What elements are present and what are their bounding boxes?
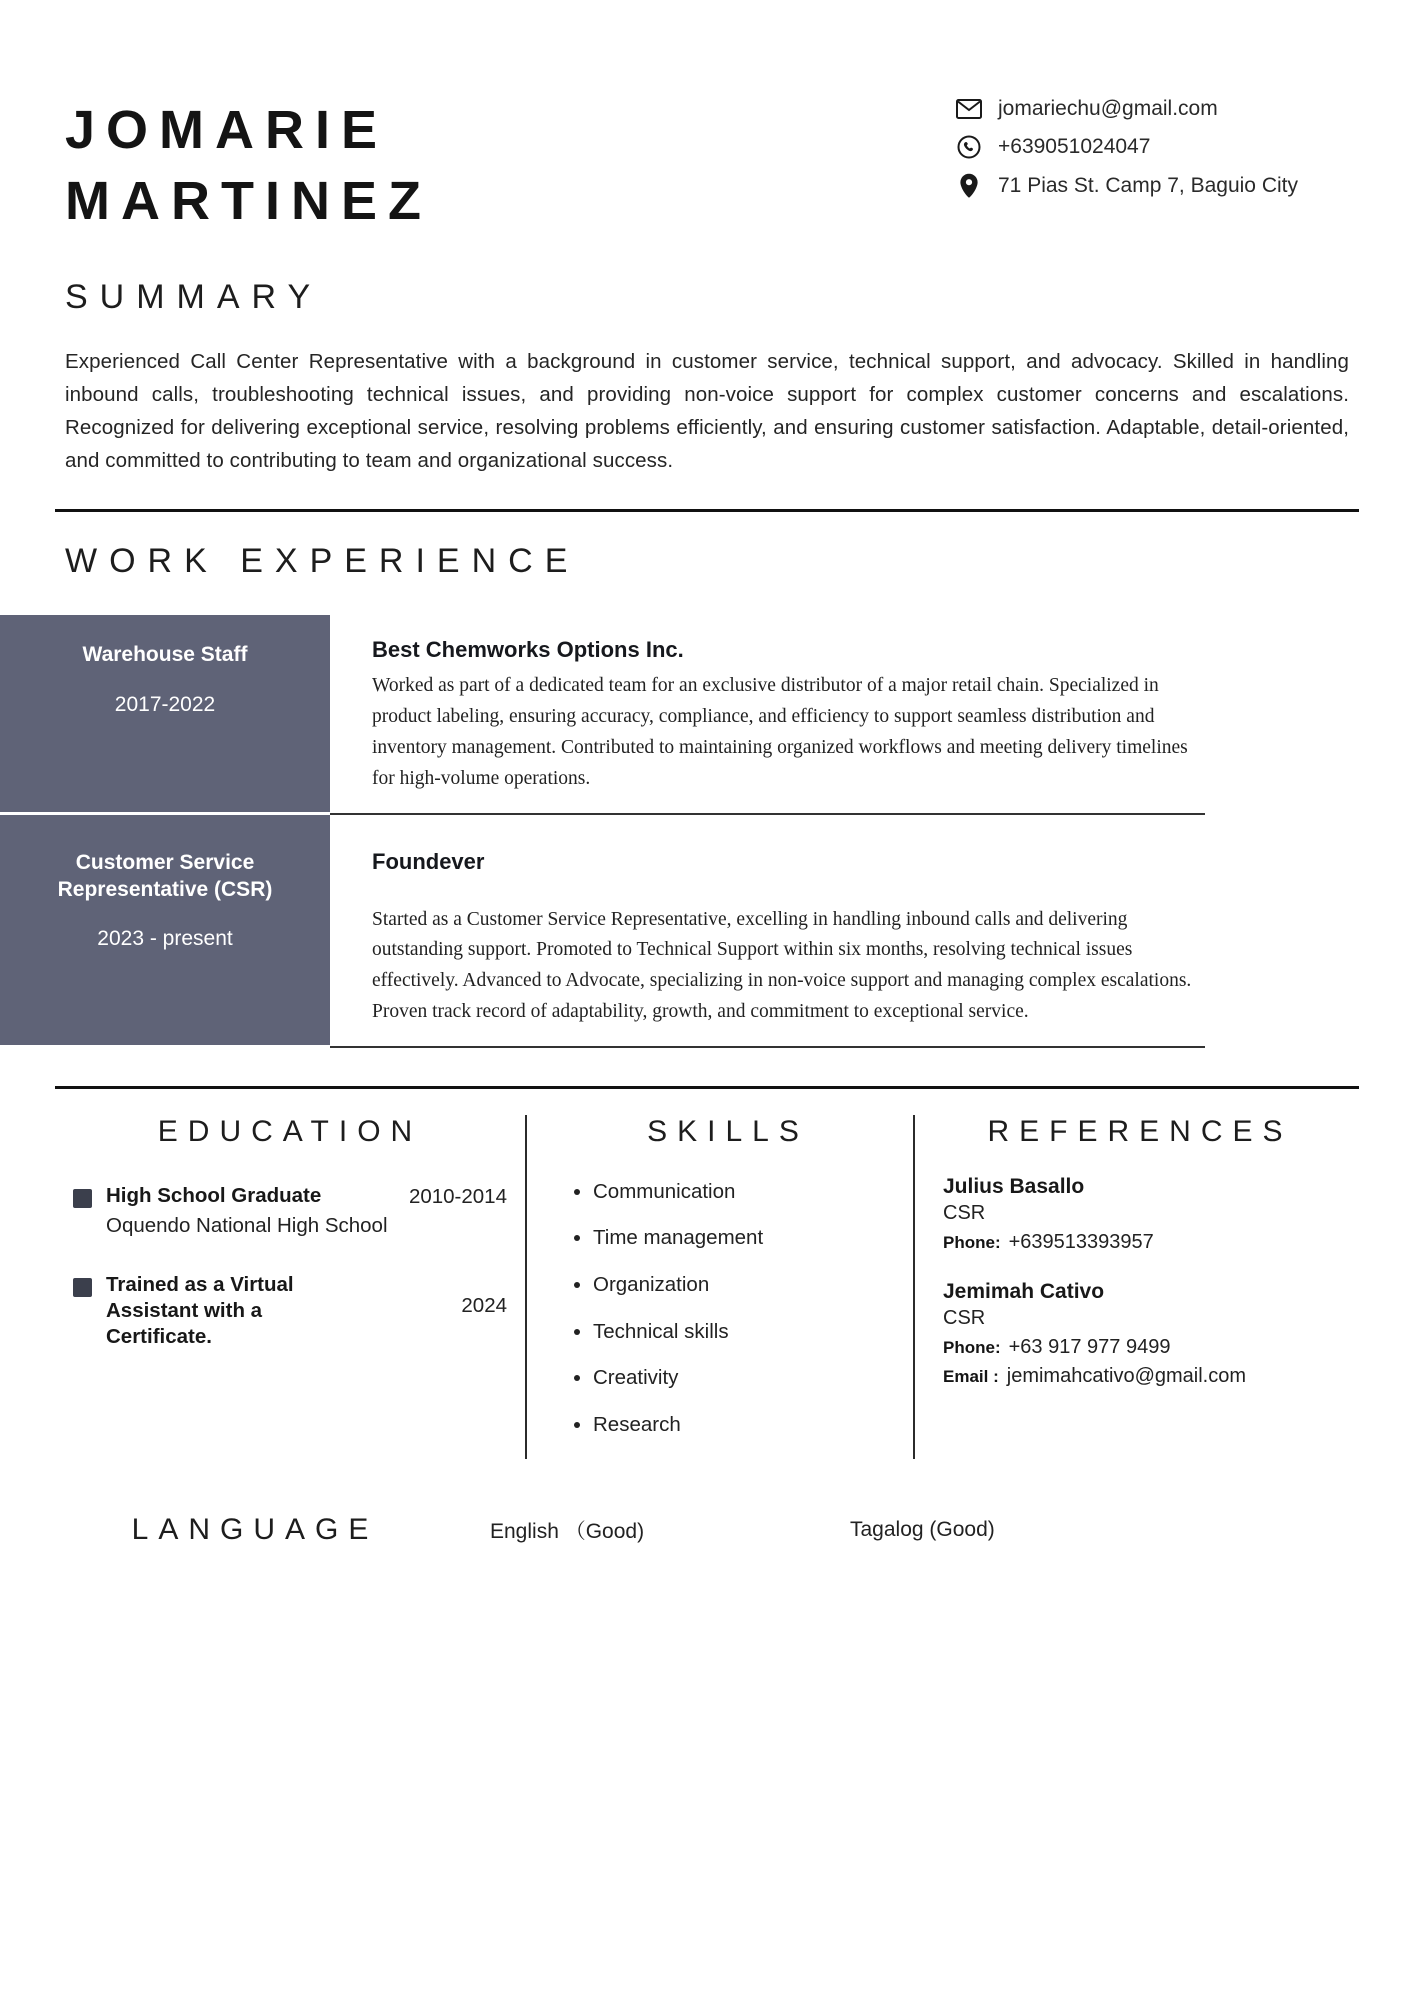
reference-phone-label: Phone: xyxy=(943,1337,1001,1357)
work-experience-section xyxy=(0,512,1414,1047)
list-item: • Time management xyxy=(593,1225,895,1252)
skills-section xyxy=(525,1115,915,1459)
references-heading: REFERENCES xyxy=(987,1114,1293,1148)
summary-section xyxy=(0,238,1414,478)
work-role: Customer Service Representative (CSR) xyxy=(57,850,273,901)
envelope-icon xyxy=(954,95,984,123)
reference-name: Jemimah Cativo xyxy=(943,1279,1105,1303)
work-role: Warehouse Staff xyxy=(82,643,248,667)
contact-phone-text: +639051024047 xyxy=(998,135,1151,159)
list-item xyxy=(73,1183,507,1238)
reference-phone-row xyxy=(943,1336,1337,1359)
reference-email-row xyxy=(943,1365,1337,1388)
work-detail-cell xyxy=(330,815,1205,1048)
references-section xyxy=(915,1115,1355,1459)
skills-heading: SKILLS xyxy=(647,1114,809,1148)
reference-role: CSR xyxy=(943,1306,986,1329)
reference-phone-value: +639513393957 xyxy=(1008,1230,1154,1253)
reference-phone-label: Phone: xyxy=(943,1232,1001,1252)
education-title: Trained as a Virtual Assistant with a Certificate. xyxy=(106,1272,294,1349)
work-detail-cell xyxy=(330,615,1205,814)
work-dates: 2023 - present xyxy=(97,927,233,951)
language-heading: LANGUAGE xyxy=(131,1512,379,1546)
education-school: Oquendo National High School xyxy=(106,1213,388,1237)
language-section xyxy=(0,1513,1414,1547)
list-item: • Organization xyxy=(593,1272,895,1299)
contact-phone xyxy=(954,133,1354,161)
table-row xyxy=(0,615,1240,814)
contact-list xyxy=(954,95,1354,200)
education-title: High School Graduate xyxy=(106,1183,322,1207)
work-company: Foundever xyxy=(372,848,485,874)
page-title xyxy=(65,95,432,238)
reference-role: CSR xyxy=(943,1201,986,1224)
contact-address-text: 71 Pias St. Camp 7, Baguio City xyxy=(998,173,1298,197)
last-name: MARTINEZ xyxy=(65,171,432,232)
language-item: English （Good) xyxy=(490,1519,645,1543)
reference-email-value: jemimahcativo@gmail.com xyxy=(1006,1364,1247,1387)
list-item xyxy=(943,1280,1337,1388)
work-role-cell xyxy=(0,615,330,814)
list-item: • Technical skills xyxy=(593,1319,895,1346)
resume-header xyxy=(0,0,1414,238)
list-item xyxy=(943,1175,1337,1254)
list-item xyxy=(73,1272,507,1351)
summary-text: Experienced Call Center Representative with a background in customer service, technical support, and advocacy. Skilled in handling inbound calls, troubleshooting technical issues, and providing non-voice support for complex customer concerns and escalations. Recognized for delivering exceptional service, resolving problems efficiently, and ensuring customer satisfaction. Adaptable, detail-oriented, and committed to contributing to team and organizational success. xyxy=(65,349,1349,473)
language-item: Tagalog (Good) xyxy=(850,1517,995,1541)
contact-email xyxy=(954,95,1354,123)
list-item: • Research xyxy=(593,1412,895,1439)
reference-name: Julius Basallo xyxy=(943,1174,1085,1198)
contact-email-text: jomariechu@gmail.com xyxy=(998,97,1218,120)
square-bullet-icon xyxy=(73,1278,92,1297)
reference-phone-row xyxy=(943,1231,1337,1254)
education-heading: EDUCATION xyxy=(157,1114,423,1148)
work-description: Started as a Customer Service Representative, excelling in handling inbound calls and delivering outstanding support. Promoted to Technical Support within six months, resolving technical issues effectively. Advanced to Advocate, specializing in non-voice support and managing complex escalations. Proven track record of adaptability, growth, and commitment to exceptional service. xyxy=(372,908,1192,1022)
education-year: 2010-2014 xyxy=(408,1184,507,1208)
education-year: 2024 xyxy=(461,1293,507,1317)
divider-2 xyxy=(55,1086,1359,1089)
list-item: • Communication xyxy=(593,1179,895,1206)
work-company: Best Chemworks Options Inc. xyxy=(372,637,684,663)
work-dates: 2017-2022 xyxy=(114,692,216,716)
education-section xyxy=(55,1115,525,1459)
work-heading: WORK EXPERIENCE xyxy=(65,542,580,581)
work-description: Worked as part of a dedicated team for an exclusive distributor of a major retail chain. Specialized in product labeling, ensuring accuracy, compliance, and efficiency to support seamless distribution and inventory management. Contributed to maintaining organized workflows and meeting delivery timelines for high-volume operations. xyxy=(372,675,1188,789)
map-pin-icon xyxy=(954,172,984,200)
lower-columns xyxy=(0,1115,1414,1459)
reference-email-label: Email : xyxy=(943,1366,999,1386)
skills-list xyxy=(561,1179,895,1439)
reference-phone-value: +63 917 977 9499 xyxy=(1008,1335,1171,1358)
contact-address xyxy=(954,172,1354,200)
work-table xyxy=(0,615,1240,1047)
list-item: • Creativity xyxy=(593,1365,895,1392)
first-name: JOMARIE xyxy=(65,100,389,160)
table-row xyxy=(0,815,1240,1048)
summary-heading: SUMMARY xyxy=(65,277,323,316)
phone-icon xyxy=(954,133,984,161)
square-bullet-icon xyxy=(73,1189,92,1208)
work-role-cell xyxy=(0,815,330,1048)
